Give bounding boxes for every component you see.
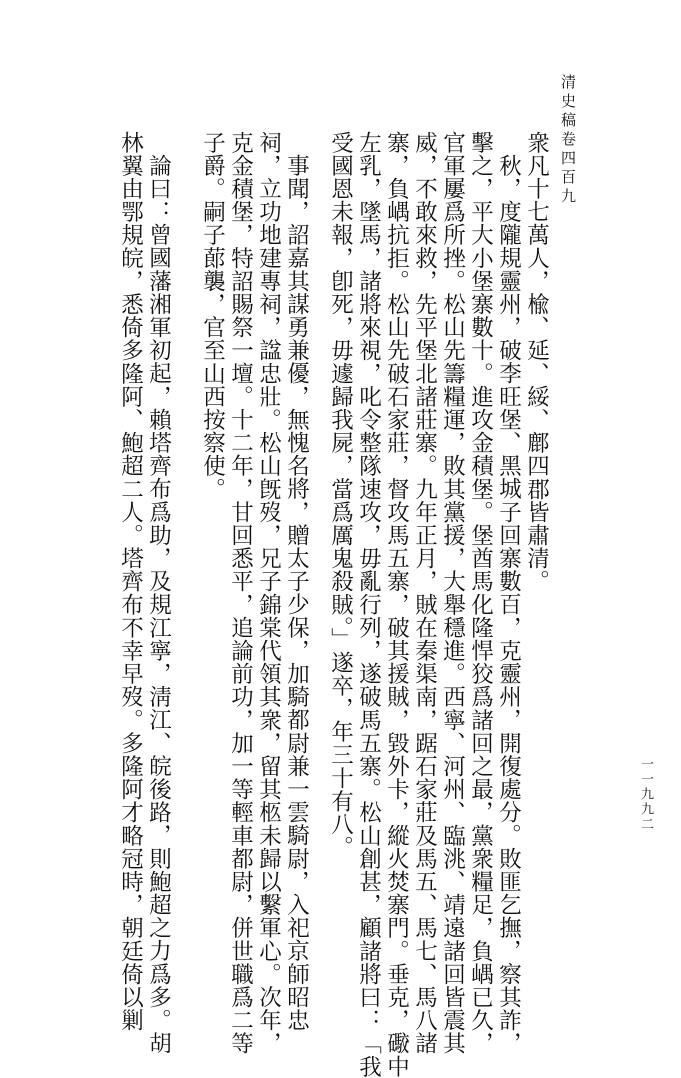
text-column: 威，不敢來救，先平堡北諸莊寨。九年正月，賊在秦渠南，踞石家莊及馬五、馬七、馬八諸 [411,131,438,1055]
text-column: 祠，立功地建專祠，諡忠壯。松山旣歿，兄子錦棠代領其衆，留其柩未歸以繫軍心。次年， [255,131,282,1055]
text-column: 擊之，平大小堡寨數十。進攻金積堡。堡酋馬化隆悍狡爲諸回之最，黨衆糧足，負嵎已久， [467,131,494,1055]
text-column: 子爵。嗣子蓈襲，官至山西按察使。 [199,131,226,501]
text-column: 秋，度隴規靈州，破李旺堡、黑城子回寨數百，克靈州，開復處分。敗匪乞撫，察其詐， [495,154,522,1055]
text-column: 衆凡十七萬人，楡、延、綏、鄜四郡皆肅清。 [523,131,550,593]
text-column: 寨，負嵎抗拒。松山先破石家莊，督攻馬五寨，破其援賊，毀外卡，縱火焚寨門。垂克，礮中 [383,131,410,1078]
text-column: 受國恩未報，卽死，毋遽歸我屍，當爲厲鬼殺賊。」遂卒，年三十有八。 [327,131,354,859]
text-column: 事聞，詔嘉其謀勇兼優，無愧名將，贈太子少保，加騎都尉兼一雲騎尉，入祀京師昭忠 [283,154,310,1032]
text-column: 官軍屢爲所挫。松山先籌糧運，敗其黨援，大舉穩進。西寧、河州、臨洮、靖遠諸回皆震其 [439,131,466,1055]
text-column: 論曰：曾國藩湘軍初起，賴塔齊布爲助，及規江寧，淸江、皖後路，則鮑超之力爲多。胡 [145,154,172,1055]
text-column: 克金積堡，特詔賜祭一壇。十二年，甘回悉平，追論前功，加一等輕車都尉，併世職爲二等 [227,131,254,1055]
page-number: 一一九九二 [638,757,653,832]
text-column: 林翼由鄂規皖，悉倚多隆阿、鮑超二人。塔齊布不幸早歿。多隆阿才略冠時，朝廷倚以剿 [117,131,144,1032]
text-column: 左乳，墜馬，諸將來視，叱令整隊速攻，毋亂行列，遂破馬五寨。松山創甚，顧諸將曰：「我 [355,131,382,1078]
running-title: 清史稿卷四百九 [559,74,577,207]
